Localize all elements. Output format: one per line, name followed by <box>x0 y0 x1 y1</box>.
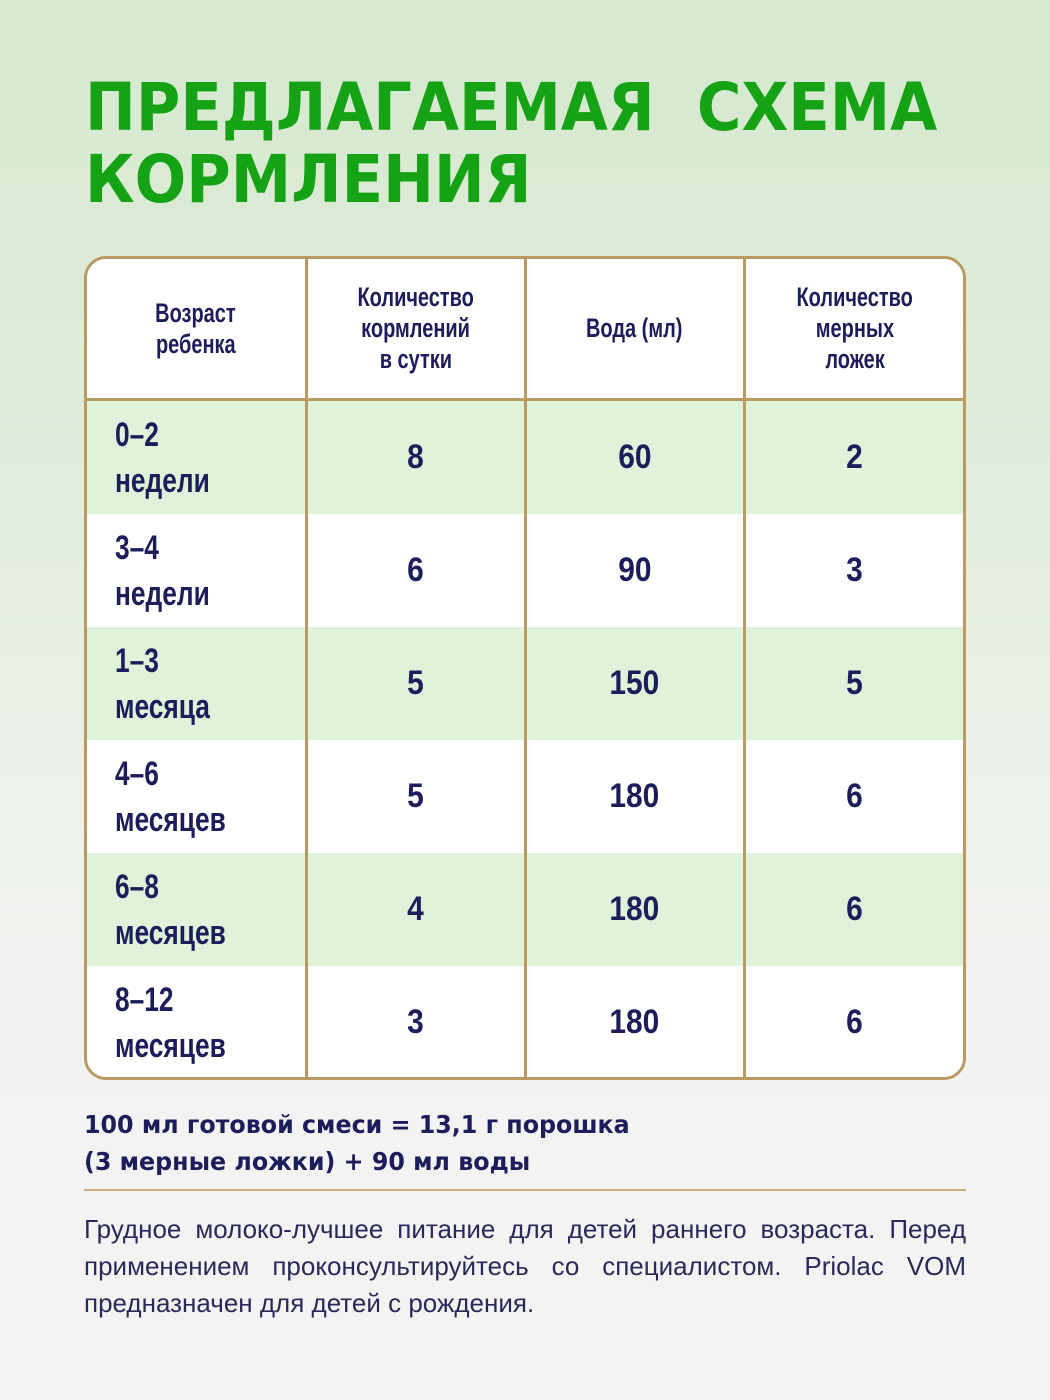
cell-scoops: 5 <box>744 627 963 740</box>
title-line-1: ПРЕДЛАГАЕМАЯ СХЕМА <box>85 69 938 146</box>
cell-age: 0–2 недели <box>87 400 306 515</box>
cell-scoops: 2 <box>744 400 963 515</box>
page-title <box>85 69 938 218</box>
header-age: Возраст ребенка <box>87 259 306 400</box>
cell-feedings: 4 <box>306 853 525 966</box>
cell-water: 180 <box>525 966 744 1079</box>
cell-feedings: 8 <box>306 400 525 515</box>
disclaimer-text: Грудное молоко-лучшее питание для детей раннего возраста. Перед применением проконсультируйтесь со специалистом. Priolac VOM предназначен для детей с рождения. <box>84 1214 966 1318</box>
cell-water: 60 <box>525 400 744 515</box>
table-row <box>87 627 963 740</box>
cell-age: 6–8 месяцев <box>87 853 306 966</box>
header-water-ml: Вода (мл) <box>525 259 744 400</box>
cell-feedings: 6 <box>306 514 525 627</box>
table-row <box>87 966 963 1079</box>
formula-line-1: 100 мл готовой смеси = 13,1 г порошка <box>84 1110 630 1139</box>
cell-age: 1–3 месяца <box>87 627 306 740</box>
table-row <box>87 514 963 627</box>
table-row <box>87 400 963 515</box>
feeding-schedule-table <box>84 256 966 1080</box>
cell-water: 180 <box>525 853 744 966</box>
cell-feedings: 5 <box>306 740 525 853</box>
cell-water: 90 <box>525 514 744 627</box>
table-row <box>87 853 963 966</box>
title-line-2: КОРМЛЕНИЯ <box>85 141 532 218</box>
cell-scoops: 6 <box>744 740 963 853</box>
cell-feedings: 5 <box>306 627 525 740</box>
cell-age: 3–4 недели <box>87 514 306 627</box>
table-row <box>87 740 963 853</box>
formula-line-2: (3 мерные ложки) + 90 мл воды <box>84 1147 531 1176</box>
cell-age: 4–6 месяцев <box>87 740 306 853</box>
cell-age: 8–12 месяцев <box>87 966 306 1079</box>
header-scoops: Количество мерных ложек <box>744 259 963 400</box>
header-feedings-per-day: Количество кормлений в сутки <box>306 259 525 400</box>
cell-scoops: 3 <box>744 514 963 627</box>
formula-note <box>84 1106 630 1180</box>
divider <box>84 1189 966 1191</box>
cell-water: 180 <box>525 740 744 853</box>
cell-scoops: 6 <box>744 966 963 1079</box>
cell-scoops: 6 <box>744 853 963 966</box>
cell-water: 150 <box>525 627 744 740</box>
cell-feedings: 3 <box>306 966 525 1079</box>
table-header-row <box>87 259 963 400</box>
